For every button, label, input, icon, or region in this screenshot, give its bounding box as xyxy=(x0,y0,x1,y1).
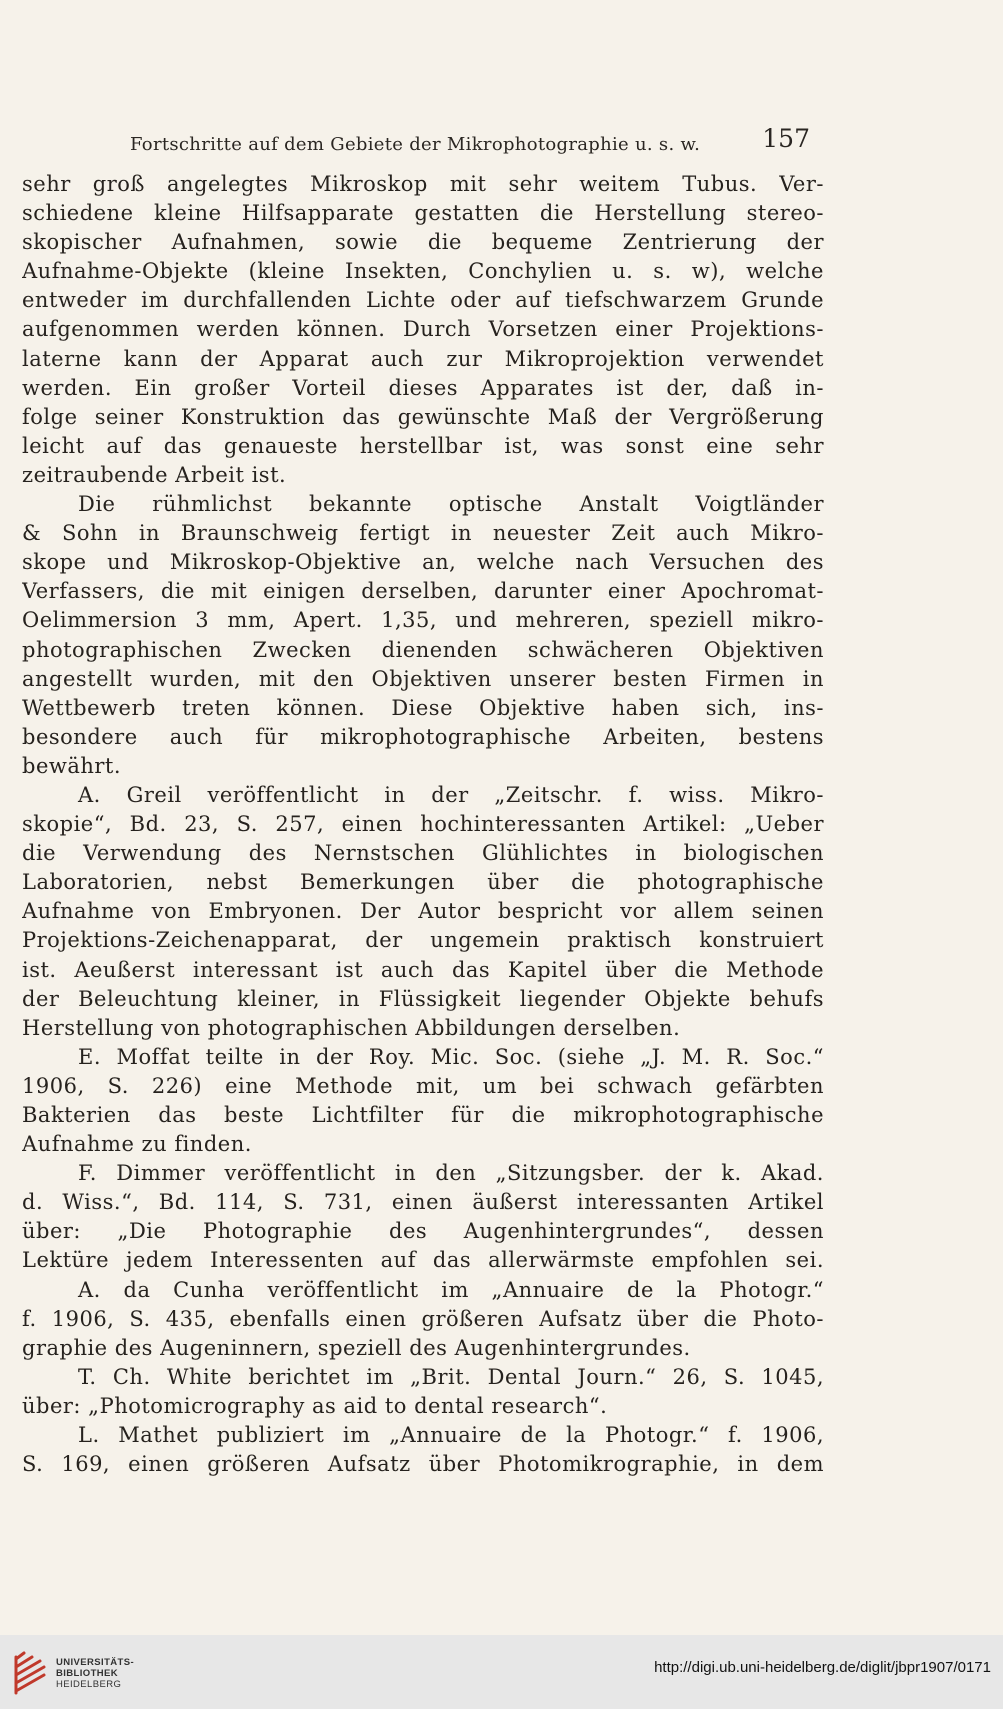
text-line: photographischen Zwecken dienenden schwächeren Objektiven xyxy=(22,637,824,662)
text-line: über: „Die Photographie des Augenhintergrundes“, dessen xyxy=(22,1219,824,1244)
text-line: Herstellung von photographischen Abbildungen derselben. xyxy=(22,1015,681,1040)
text-line: sehr groß angelegtes Mikroskop mit sehr weitem Tubus. Ver- xyxy=(22,172,824,196)
text-line: laterne kann der Apparat auch zur Mikroprojektion verwendet xyxy=(22,346,824,371)
text-line: der Beleuchtung kleiner, in Flüssigkeit liegender Objekte behufs xyxy=(22,986,824,1011)
text-line: A. da Cunha veröffentlicht im „Annuaire de la Photogr.“ xyxy=(78,1277,824,1302)
text-line: Wettbewerb treten können. Diese Objektive haben sich, ins- xyxy=(22,695,824,720)
text-line: Aufnahme-Objekte (kleine Insekten, Conchylien u. s. w), welche xyxy=(22,259,824,284)
text-line: graphie des Augeninnern, speziell des Augenhintergrundes. xyxy=(22,1335,691,1360)
library-logo-text xyxy=(56,1657,134,1690)
text-line: d. Wiss.“, Bd. 114, S. 731, einen äußerst interessanten Artikel xyxy=(22,1190,824,1215)
text-line: Die rühmlichst bekannte optische Anstalt Voigtländer xyxy=(78,492,824,517)
text-line: die Verwendung des Nernstschen Glühlichtes in biologischen xyxy=(22,841,824,866)
text-line: A. Greil veröffentlicht in der „Zeitschr. f. wiss. Mikro- xyxy=(78,782,824,807)
running-title: Fortschritte auf dem Gebiete der Mikrophotographie u. s. w. xyxy=(130,134,701,155)
text-line: Verfassers, die mit einigen derselben, darunter einer Apochromat- xyxy=(22,579,824,604)
text-line: L. Mathet publiziert im „Annuaire de la Photogr.“ f. 1906, xyxy=(78,1423,824,1448)
running-head xyxy=(130,124,810,164)
text-line: skope und Mikroskop-Objektive an, welche nach Versuchen des xyxy=(22,550,824,575)
text-line: besondere auch für mikrophotographische Arbeiten, bestens xyxy=(22,724,824,749)
text-line: Projektions-Zeichenapparat, der ungemein praktisch konstruiert xyxy=(22,928,824,953)
text-line: leicht auf das genaueste herstellbar ist, was sonst eine sehr xyxy=(22,433,824,458)
text-line: Bakterien das beste Lichtfilter für die mikrophotographische xyxy=(22,1103,824,1127)
text-line: zeitraubende Arbeit ist. xyxy=(22,462,287,487)
text-line: & Sohn in Braunschweig fertigt in neuester Zeit auch Mikro- xyxy=(22,521,824,546)
text-line: Aufnahme von Embryonen. Der Autor bespricht vor allem seinen xyxy=(22,899,824,924)
text-line: skopie“, Bd. 23, S. 257, einen hochinteressanten Artikel: „Ueber xyxy=(22,812,824,837)
text-line: folge seiner Konstruktion das gewünschte Maß der Vergrößerung xyxy=(22,404,824,429)
text-line: Aufnahme zu finden. xyxy=(22,1132,252,1157)
text-line: E. Moffat teilte in der Roy. Mic. Soc. (siehe „J. M. R. Soc.“ xyxy=(78,1044,824,1069)
text-line: f. 1906, S. 435, ebenfalls einen größeren Aufsatz über die Photo- xyxy=(22,1306,824,1331)
text-line: F. Dimmer veröffentlicht in den „Sitzungsber. der k. Akad. xyxy=(78,1161,824,1186)
text-line: entweder im durchfallenden Lichte oder auf tiefschwarzem Grunde xyxy=(22,288,824,313)
logo-line: UNIVERSITÄTS- xyxy=(56,1657,135,1668)
logo-line: BIBLIOTHEK xyxy=(56,1668,119,1679)
text-line: angestellt wurden, mit den Objektiven unserer besten Firmen in xyxy=(22,666,824,691)
library-logo-icon xyxy=(10,1649,50,1697)
body-text xyxy=(22,170,824,1479)
text-line: skopischer Aufnahmen, sowie die bequeme Zentrierung der xyxy=(22,230,824,255)
text-line: Laboratorien, nebst Bemerkungen über die photographische xyxy=(22,870,824,895)
text-line: werden. Ein großer Vorteil dieses Apparates ist der, daß in- xyxy=(22,375,824,400)
text-line: schiedene kleine Hilfsapparate gestatten die Herstellung stereo- xyxy=(22,201,824,226)
text-line: über: „Photomicrography as aid to dental research“. xyxy=(22,1393,608,1418)
text-line: bewährt. xyxy=(22,753,122,778)
text-line: Oelimmersion 3 mm, Apert. 1,35, und mehreren, speziell mikro- xyxy=(22,608,824,633)
text-line: T. Ch. White berichtet im „Brit. Dental Journ.“ 26, S. 1045, xyxy=(78,1364,824,1389)
logo-line: HEIDELBERG xyxy=(56,1679,122,1690)
footer-bar xyxy=(0,1635,1003,1709)
text-line: 1906, S. 226) eine Methode mit, um bei schwach gefärbten xyxy=(22,1073,824,1098)
text-line: Lektüre jedem Interessenten auf das allerwärmste empfohlen sei. xyxy=(22,1248,824,1273)
text-line: aufgenommen werden können. Durch Vorsetzen einer Projektions- xyxy=(22,317,824,342)
page-number: 157 xyxy=(762,124,810,153)
library-logo[interactable] xyxy=(10,1649,140,1699)
permalink-url[interactable]: http://digi.ub.uni-heidelberg.de/diglit/jbpr1907/0171 xyxy=(654,1659,991,1676)
text-line: ist. Aeußerst interessant ist auch das Kapitel über die Methode xyxy=(22,957,824,982)
text-line: S. 169, einen größeren Aufsatz über Photomikrographie, in dem xyxy=(22,1452,824,1477)
